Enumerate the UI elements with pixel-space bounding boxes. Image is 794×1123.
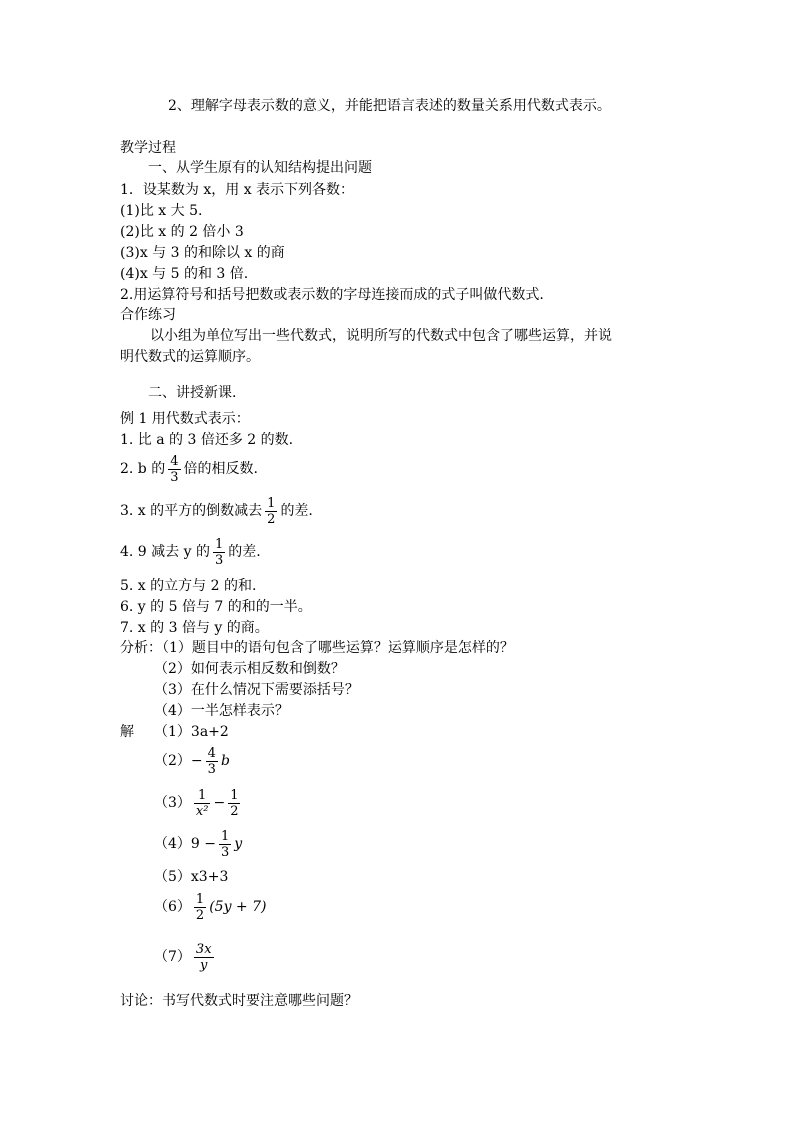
solution-1: （1）3a+2 xyxy=(154,724,229,740)
denominator: 2 xyxy=(195,907,205,923)
goal-2: 2、理解字母表示数的意义，并能把语言表述的数量关系用代数式表示。 xyxy=(168,98,611,114)
solution-7-label: （7） xyxy=(154,949,191,965)
example-item-4 xyxy=(120,533,261,571)
analysis-3: （3）在什么情况下需要添括号？ xyxy=(154,682,359,698)
solution-2 xyxy=(154,742,230,780)
solution-label: 解 xyxy=(120,724,134,740)
example-item-3 xyxy=(120,492,313,530)
process-title: 教学过程 xyxy=(120,140,176,156)
example-item-7: 7. x 的 3 倍与 y 的商。 xyxy=(120,620,269,636)
numerator: 1 xyxy=(195,891,205,907)
q1-item-3: (3)x 与 3 的和除以 x 的商 xyxy=(120,245,285,261)
analysis-1: 分析：（1）题目中的语句包含了哪些运算？运算顺序是怎样的？ xyxy=(120,640,514,656)
numerator: 4 xyxy=(207,745,216,761)
denominator: 3 xyxy=(170,469,179,485)
denominator: 2 xyxy=(230,803,239,819)
coop-line-1: 以小组为单位写出一些代数式，说明所写的代数式中包含了哪些运算，并说 xyxy=(150,328,612,344)
numerator: 3x xyxy=(195,941,212,957)
q1-title: 1．设某数为 x，用 x 表示下列各数： xyxy=(120,182,355,198)
example-item-3-post: 的差. xyxy=(280,503,313,519)
q1-item-1: (1)比 x 大 5. xyxy=(120,203,203,219)
fraction xyxy=(213,537,225,568)
example-item-4-post: 的差. xyxy=(228,544,261,560)
example-title: 例 1 用代数式表示： xyxy=(120,411,250,427)
solution-2-label: （2） xyxy=(154,753,191,769)
example-item-2 xyxy=(120,450,258,488)
fraction xyxy=(265,496,277,527)
fraction xyxy=(228,788,240,819)
variable: b xyxy=(220,753,230,769)
solution-3 xyxy=(154,784,243,822)
analysis-4: （4）一半怎样表示？ xyxy=(154,703,289,719)
coop-title: 合作练习 xyxy=(120,307,176,323)
fraction xyxy=(219,829,231,860)
solution-7 xyxy=(154,938,217,976)
fraction xyxy=(194,942,214,973)
numerator: 1 xyxy=(230,787,239,803)
fraction xyxy=(168,454,180,485)
section1-title: 一、从学生原有的认知结构提出问题 xyxy=(148,160,372,176)
solution-4-label: （4） xyxy=(154,836,191,852)
example-item-4-pre: 4. 9 减去 y 的 xyxy=(120,544,210,560)
denominator: 3 xyxy=(207,761,216,777)
numerator: 1 xyxy=(198,787,207,803)
q1-item-2: (2)比 x 的 2 倍小 3 xyxy=(120,224,244,240)
q2-definition: 2.用运算符号和括号把数或表示数的字母连接而成的式子叫做代数式. xyxy=(120,287,544,303)
fraction xyxy=(206,746,218,777)
denominator: y xyxy=(200,957,208,973)
analysis-2: （2）如何表示相反数和倒数？ xyxy=(154,661,345,677)
q1-item-4: (4)x 与 5 的和 3 倍. xyxy=(120,266,249,282)
numerator: 1 xyxy=(214,536,224,552)
solution-4 xyxy=(154,825,242,863)
fraction xyxy=(194,892,206,923)
denominator: 3 xyxy=(214,552,224,568)
coop-line-2: 明代数式的运算顺序。 xyxy=(120,349,260,365)
variable: y xyxy=(234,836,243,852)
example-item-2-pre: 2. b 的 xyxy=(120,461,166,477)
solution-3-label: （3） xyxy=(154,795,191,811)
numerator: 1 xyxy=(267,495,276,511)
minus-sign: − xyxy=(213,795,226,811)
section2-title: 二、讲授新课. xyxy=(148,385,237,401)
denominator: 2 xyxy=(267,511,276,527)
example-item-5: 5. x 的立方与 2 的和. xyxy=(120,578,257,594)
example-item-1: 1. 比 a 的 3 倍还多 2 的数. xyxy=(120,432,294,448)
discussion: 讨论：书写代数式时要注意哪些问题？ xyxy=(120,993,358,1009)
minus-sign: − xyxy=(190,753,203,769)
solution-4-pre: 9 − xyxy=(190,836,217,852)
example-item-6: 6. y 的 5 倍与 7 的和的一半。 xyxy=(120,599,312,615)
numerator: 1 xyxy=(221,828,230,844)
example-item-2-post: 倍的相反数. xyxy=(183,461,258,477)
fraction xyxy=(194,788,211,819)
expression: (5y + 7) xyxy=(209,899,267,915)
example-item-3-pre: 3. x 的平方的倒数减去 xyxy=(120,503,263,519)
denominator: 3 xyxy=(221,844,230,860)
solution-6-label: （6） xyxy=(154,899,191,915)
solution-5: （5）x3+3 xyxy=(154,869,229,885)
denominator: x² xyxy=(195,803,209,819)
numerator: 4 xyxy=(170,453,179,469)
solution-6 xyxy=(154,888,266,926)
